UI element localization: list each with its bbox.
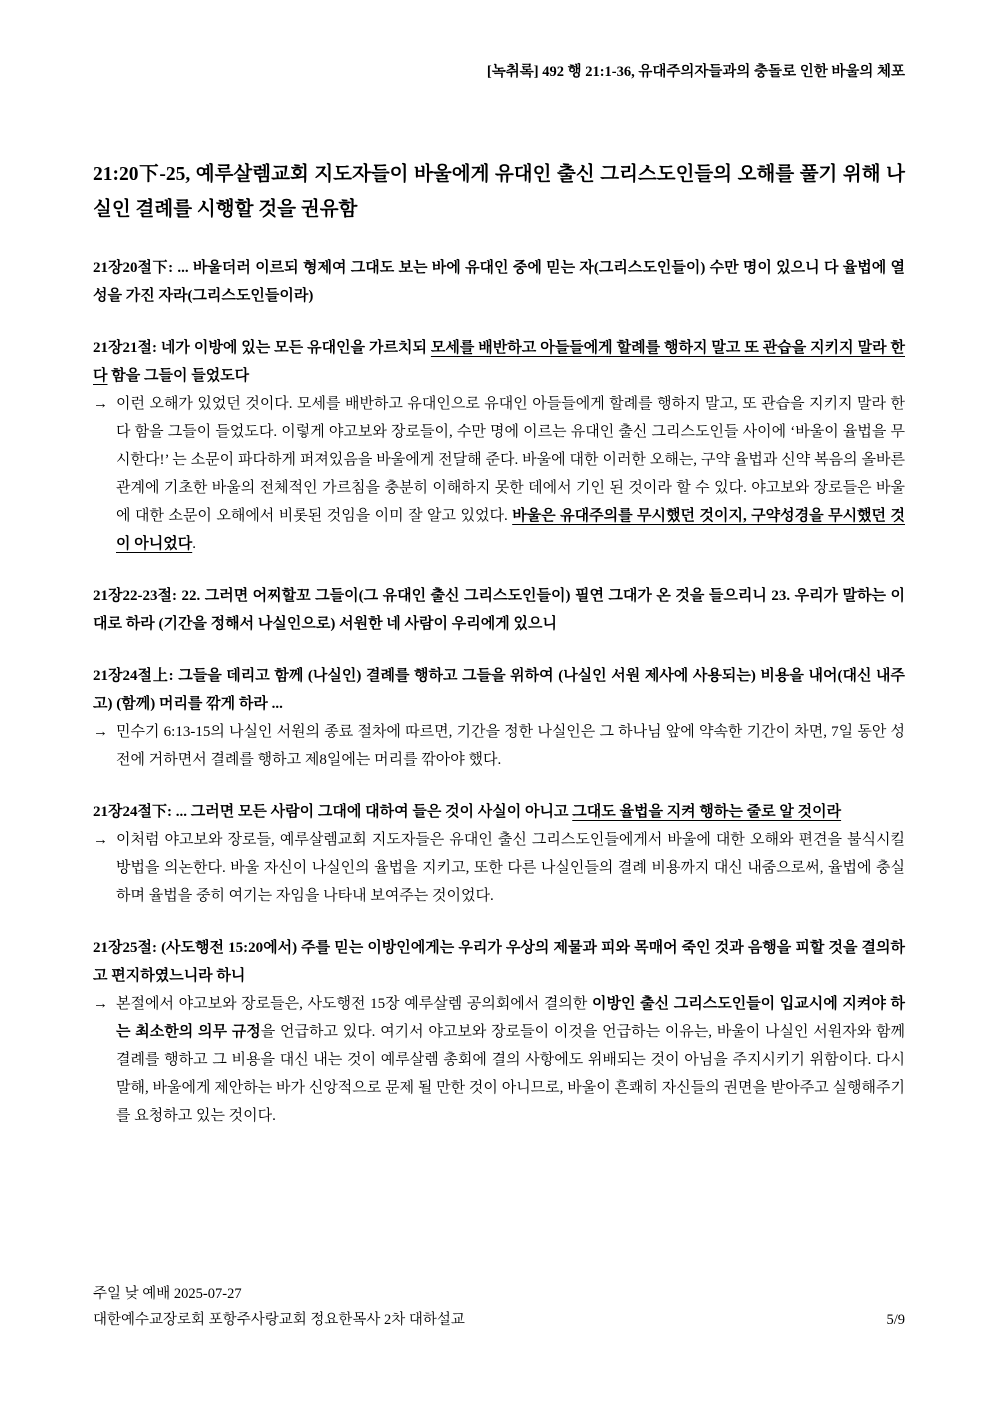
verse-paragraph xyxy=(93,934,905,990)
section-group xyxy=(93,334,905,558)
verse-paragraph xyxy=(93,662,905,718)
text-run: 이방인 출신 그리스도인들이 입교시에 지켜야 하는 최소한의 의무 규정 xyxy=(116,996,905,1040)
text-run: 21장24절下: ... 그러면 모든 사람이 그대에 대하여 들은 것이 사실이 아니고 xyxy=(93,804,573,820)
text-run: 본절에서 야고보와 장로들은, 사도행전 15장 예루살렘 공의회에서 결의한 xyxy=(116,996,593,1012)
arrow-marker: → xyxy=(93,832,108,848)
text-run: 이런 오해가 있었던 것이다. 모세를 배반하고 유대인으로 유대인 아들들에게 할례를 행하지 말고, 또 관습을 지키지 말라 한다 함을 그들이 들었도다. 이렇게 야고보와 장로들이, 수만 명에 이르는 유대인 출신 그리스도인들 사이에 ‘바울이 율법을 무시한다!’ 는 소문이 파다하게 퍼져있음을 바울에게 전달해 준다. 바울에 대한 이러한 오해는, 구약 율법과 신약 복음의 올바른 관계에 기초한 바울의 전체적인 가르침을 충분히 이해하지 못한 데에서 기인 된 것이라 할 수 있다. 야고보와 장로들은 바울에 대한 소문이 오해에서 비롯된 것임을 이미 잘 알고 있었다. xyxy=(116,396,905,524)
arrow-marker: → xyxy=(93,724,108,740)
document-content xyxy=(93,62,905,1130)
verse-paragraph xyxy=(93,334,905,390)
arrow-marker: → xyxy=(93,396,108,412)
footer-church-row xyxy=(93,1307,905,1333)
text-run: 21장21절: 네가 이방에 있는 모든 유대인을 가르치되 xyxy=(93,340,431,356)
section-group xyxy=(93,254,905,310)
page-footer xyxy=(93,1281,905,1333)
commentary-paragraph xyxy=(93,718,905,774)
footer-church-line: 대한예수교장로회 포항주사랑교회 정요한목사 2차 대하설교 xyxy=(93,1312,465,1328)
text-run: 21장20절下: ... 바울더러 이르되 형제여 그대도 보는 바에 유대인 중에 믿는 자(그리스도인들이) 수만 명이 있으니 다 율법에 열성을 가진 자라(그리스도인들이라) xyxy=(93,260,905,304)
page-header: [녹취록] 492 행 21:1-36, 유대주의자들과의 충돌로 인한 바울의 체포 xyxy=(486,64,905,80)
section-group xyxy=(93,934,905,1130)
text-run: 그대도 율법을 지켜 행하는 줄로 알 것이라 xyxy=(572,804,842,820)
verse-paragraph xyxy=(93,798,905,826)
verse-paragraph xyxy=(93,582,905,638)
section-group xyxy=(93,798,905,910)
text-run: 21장24절上: 그들을 데리고 함께 (나실인) 결례를 행하고 그들을 위하여 (나실인 서원 제사에 사용되는) 비용을 내어(대신 내주고) (함께) 머리를 깎게 하라 ... xyxy=(93,668,905,712)
commentary-paragraph xyxy=(93,990,905,1130)
text-run: 을 언급하고 있다. 여기서 야고보와 장로들이 이것을 언급하는 이유는, 바울이 나실인 서원자와 함께 결례를 행하고 그 비용을 대신 내는 것이 예루살렘 총회에 결의 사항에도 위배되는 것이 아님을 주지시키기 위함이다. 다시 말해, 바울에게 제안하는 바가 신앙적으로 문제 될 만한 것이 아니므로, 바울이 흔쾌히 자신들의 권면을 받아주고 실행해주기를 요청하고 있는 것이다. xyxy=(116,1024,905,1124)
text-run: 바울은 유대주의를 무시했던 것이지, 구약성경을 무시했던 것이 아니었다 xyxy=(116,508,905,552)
page-title: 21:20下-25, 예루살렘교회 지도자들이 바울에게 유대인 출신 그리스도인들의 오해를 풀기 위해 나실인 결례를 시행할 것을 권유함 xyxy=(93,164,905,220)
verse-paragraph xyxy=(93,254,905,310)
text-run: 21장25절: (사도행전 15:20에서) 주를 믿는 이방인에게는 우리가 우상의 제물과 피와 목매어 죽인 것과 음행을 피할 것을 결의하고 편지하였느니라 하니 xyxy=(93,940,905,984)
commentary-paragraph xyxy=(93,390,905,558)
section-group xyxy=(93,662,905,774)
text-run: 이처럼 야고보와 장로들, 예루살렘교회 지도자들은 유대인 출신 그리스도인들에게서 바울에 대한 오해와 편견을 불식시킬 방법을 의논한다. 바울 자신이 나실인의 율법을 지키고, 또한 다른 나실인들의 결례 비용까지 대신 내줌으로써, 율법에 충실하며 율법을 중히 여기는 자임을 나타내 보여주는 것이었다. xyxy=(116,832,905,904)
section-group xyxy=(93,582,905,638)
text-run: 민수기 6:13-15의 나실인 서원의 종료 절차에 따르면, 기간을 정한 나실인은 그 하나님 앞에 약속한 기간이 차면, 7일 동안 성전에 거하면서 결례를 행하고 제8일에는 머리를 깎아야 했다. xyxy=(116,724,905,768)
footer-service-line: 주일 낮 예배 2025-07-27 xyxy=(93,1286,242,1302)
commentary-paragraph xyxy=(93,826,905,910)
text-run: . xyxy=(192,536,196,552)
document-body xyxy=(93,254,905,1130)
text-run: 모세를 배반하고 아들들에게 할례를 행하지 말고 또 관습을 지키지 말라 한다 xyxy=(93,340,905,384)
arrow-marker: → xyxy=(93,996,108,1012)
page-number: 5/9 xyxy=(886,1312,905,1328)
text-run: 21장22-23절: 22. 그러면 어찌할꼬 그들이(그 유대인 출신 그리스도인들이) 필연 그대가 온 것을 들으리니 23. 우리가 말하는 이대로 하라 (기간을 정해서 나실인으로) 서원한 네 사람이 우리에게 있으니 xyxy=(93,588,905,632)
text-run: 함을 그들이 들었도다 xyxy=(107,368,250,384)
